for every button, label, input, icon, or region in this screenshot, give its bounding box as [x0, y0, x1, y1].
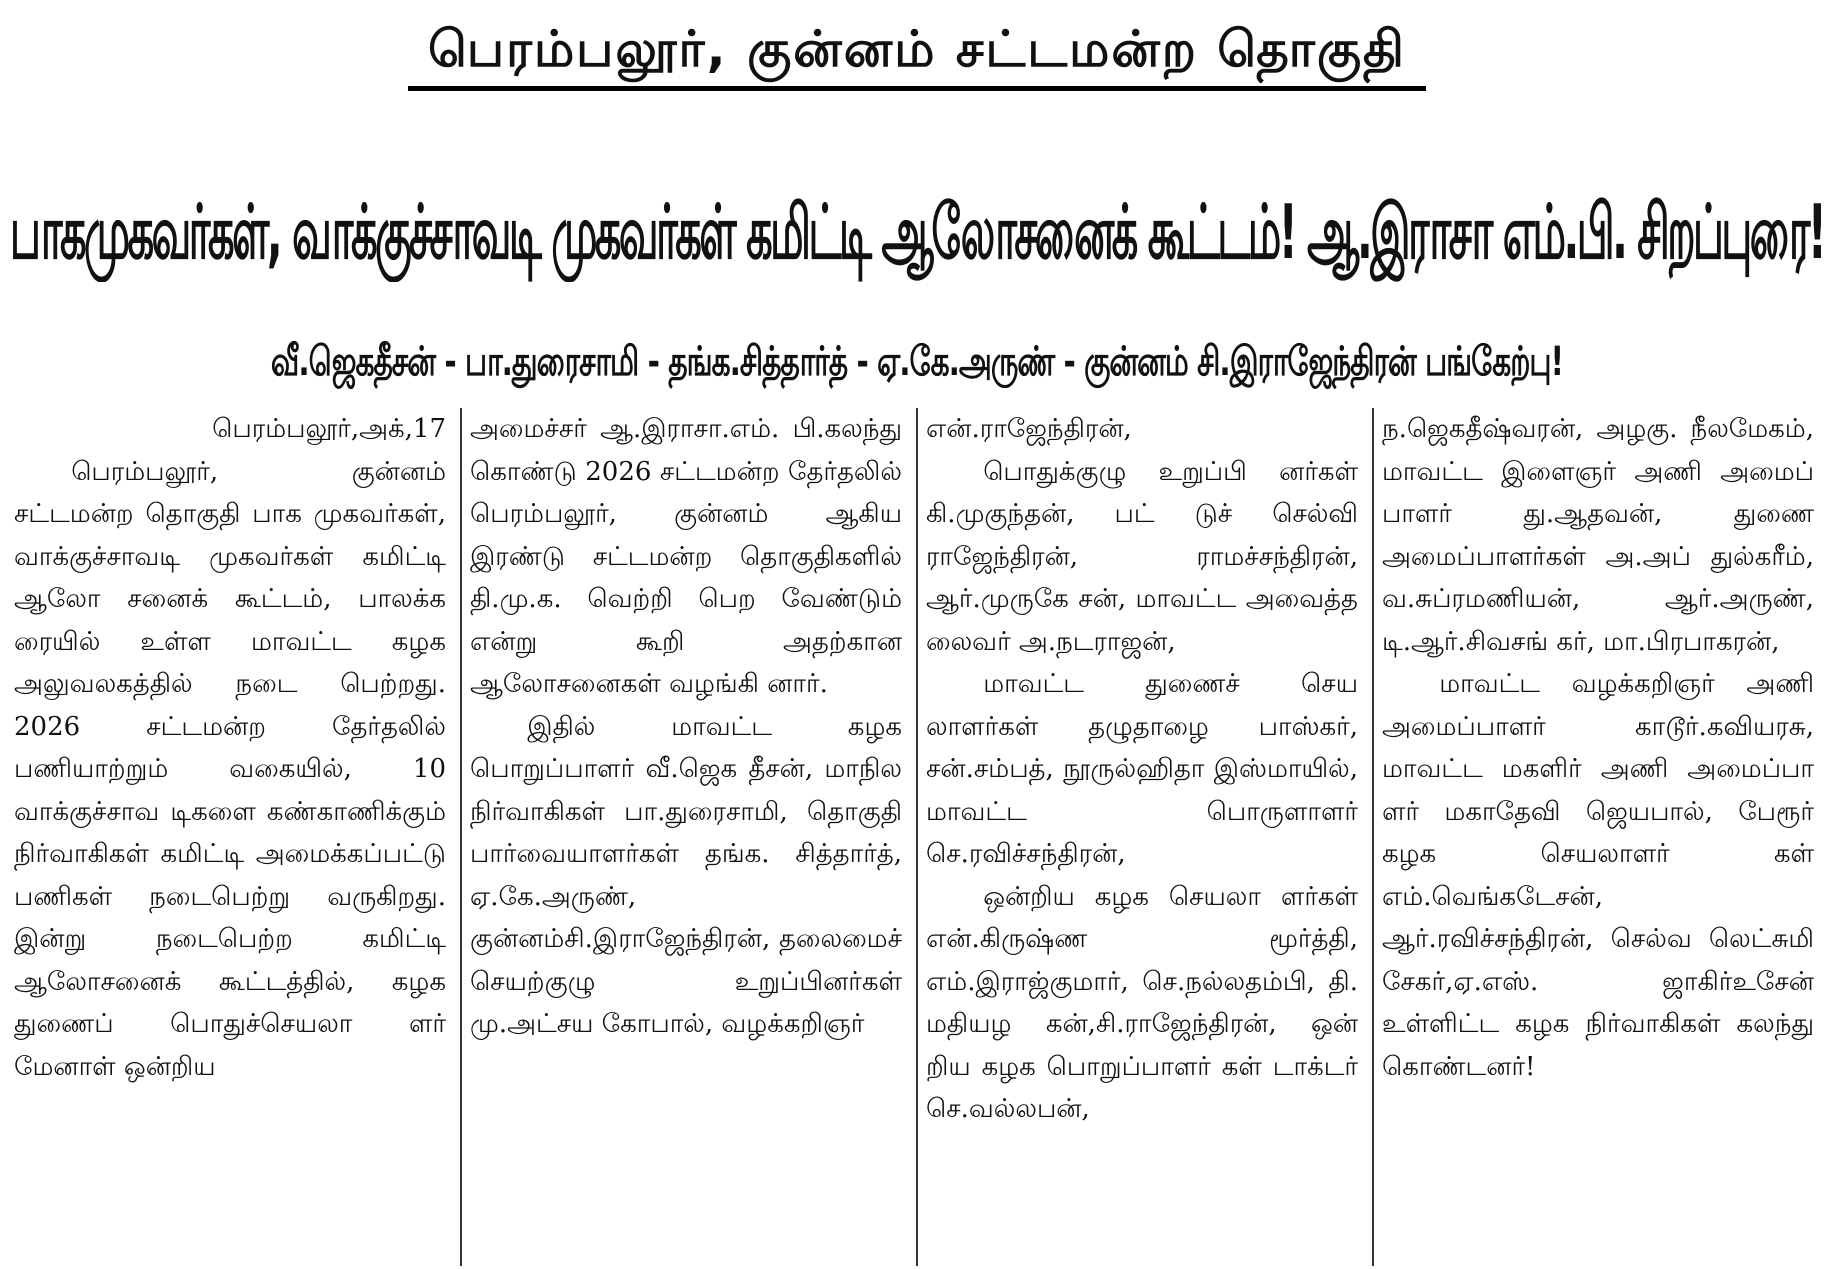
column-3 — [916, 408, 1372, 1266]
paragraph: ஒன்றிய கழக செயலா ளர்கள் என்.கிருஷ்ண மூர்த்தி, எம்.இராஜ்குமார், செ.நல்லதம்பி, தி. மதியழ கன்,சி.ராஜேந்திரன், ஒன் றிய கழக பொறுப்பாளர் கள் டாக்டர் செ.வல்லபன், — [926, 881, 1358, 1124]
subheadline: வீ.ஜெகதீசன் - பா.துரைசாமி - தங்க.சித்தார்த் - ஏ.கே.அருண் - குன்னம் சி.இராஜேந்திரன் பங்கேற்பு! — [270, 338, 1564, 386]
paragraph: ந.ஜெகதீஷ்வரன், அழகு. நீலமேகம், மாவட்ட இளைஞர் அணி அமைப் பாளர் து.ஆதவன், துணை அமைப்பாளர்கள் அ.அப் துல்கரீம், வ.சுப்ரமணியன், ஆர்.அருண், டி.ஆர்.சிவசங் கர், மா.பிரபாகரன், — [1382, 414, 1814, 657]
column-2 — [460, 408, 916, 1266]
paragraph: இதில் மாவட்ட கழக பொறுப்பாளர் வீ.ஜெக தீசன், மாநில நிர்வாகிகள் பா.துரைசாமி, தொகுதி பார்வையாளர்கள் தங்க. சித்தார்த், ஏ.கே.அருண், குன்னம்சி.இராஜேந்திரன், தலைமைச் செயற்குழு உறுப்பினர்கள் மு.அட்சய கோபால், வழக்கறிஞர் — [470, 711, 902, 1039]
paragraph: மாவட்ட வழக்கறிஞர் அணி அமைப்பாளர் காடூர்.கவியரசு, மாவட்ட மகளிர் அணி அமைப்பா ளர் மகாதேவி ஜெயபால், பேரூர் கழக செயலாளர் கள் எம்.வெங்கடேசன், ஆர்.ரவிச்சந்திரன், செல்வ லெட்சுமி சேகர்,ஏ.எஸ். ஜாகிர்உசேன் உள்ளிட்ட கழக நிர்வாகிகள் கலந்து கொண்டனர்! — [1382, 669, 1814, 1082]
column-4 — [1372, 408, 1828, 1266]
kicker-title: பெரம்பலூர், குன்னம் சட்டமன்ற தொகுதி — [408, 14, 1426, 91]
dateline: பெரம்பலூர்,அக்,17 — [212, 414, 446, 444]
paragraph: பொதுக்குழு உறுப்பி னர்கள் கி.முகுந்தன், பட் டுச் செல்வி ராஜேந்திரன், ராமச்சந்திரன், ஆர்.முருகே சன், மாவட்ட அவைத்த லைவர் அ.நடராஜன், — [926, 456, 1358, 657]
paragraph: மாவட்ட துணைச் செய லாளர்கள் தழுதாழை பாஸ்கர், சன்.சம்பத், நூருல்ஹிதா இஸ்மாயில், மாவட்ட பொருளாளர் செ.ரவிச்சந்திரன், — [926, 669, 1358, 869]
article-columns — [6, 408, 1828, 1266]
headline: பாகமுகவர்கள், வாக்குச்சாவடி முகவர்கள் கமிட்டி ஆலோசனைக் கூட்டம்! ஆ.இராசா எம்.பி. சிறப்புரை! — [10, 189, 1825, 276]
kicker-container — [0, 14, 1834, 91]
paragraph: பெரம்பலூர், குன்னம் சட்டமன்ற தொகுதி பாக முகவர்கள், வாக்குச்சாவடி முகவர்கள் கமிட்டி ஆலோ சனைக் கூட்டம், பாலக்க ரையில் உள்ள மாவட்ட கழக அலுவலகத்தில் நடை பெற்றது. 2026 சட்டமன்ற தேர்தலில் பணியாற்றும் வகையில், 10 வாக்குச்சாவ டிகளை கண்காணிக்கும் நிர்வாகிகள் கமிட்டி அமைக்கப்பட்டு பணிகள் நடைபெற்று வருகிறது. இன்று நடைபெற்ற கமிட்டி ஆலோசனைக் கூட்டத்தில், கழக துணைப் பொதுச்செயலா ளர் மேனாள் ஒன்றிய — [14, 456, 446, 1082]
paragraph: என்.ராஜேந்திரன், — [926, 414, 1132, 444]
column-1 — [6, 408, 460, 1266]
paragraph: அமைச்சர் ஆ.இராசா.எம். பி.கலந்து கொண்டு 2026 சட்டமன்ற தேர்தலில் பெரம்பலூர், குன்னம் ஆகிய இரண்டு சட்டமன்ற தொகுதிகளில் தி.மு.க. வெற்றி பெற வேண்டும் என்று கூறி அதற்கான ஆலோசனைகள் வழங்கி னார். — [470, 414, 902, 699]
